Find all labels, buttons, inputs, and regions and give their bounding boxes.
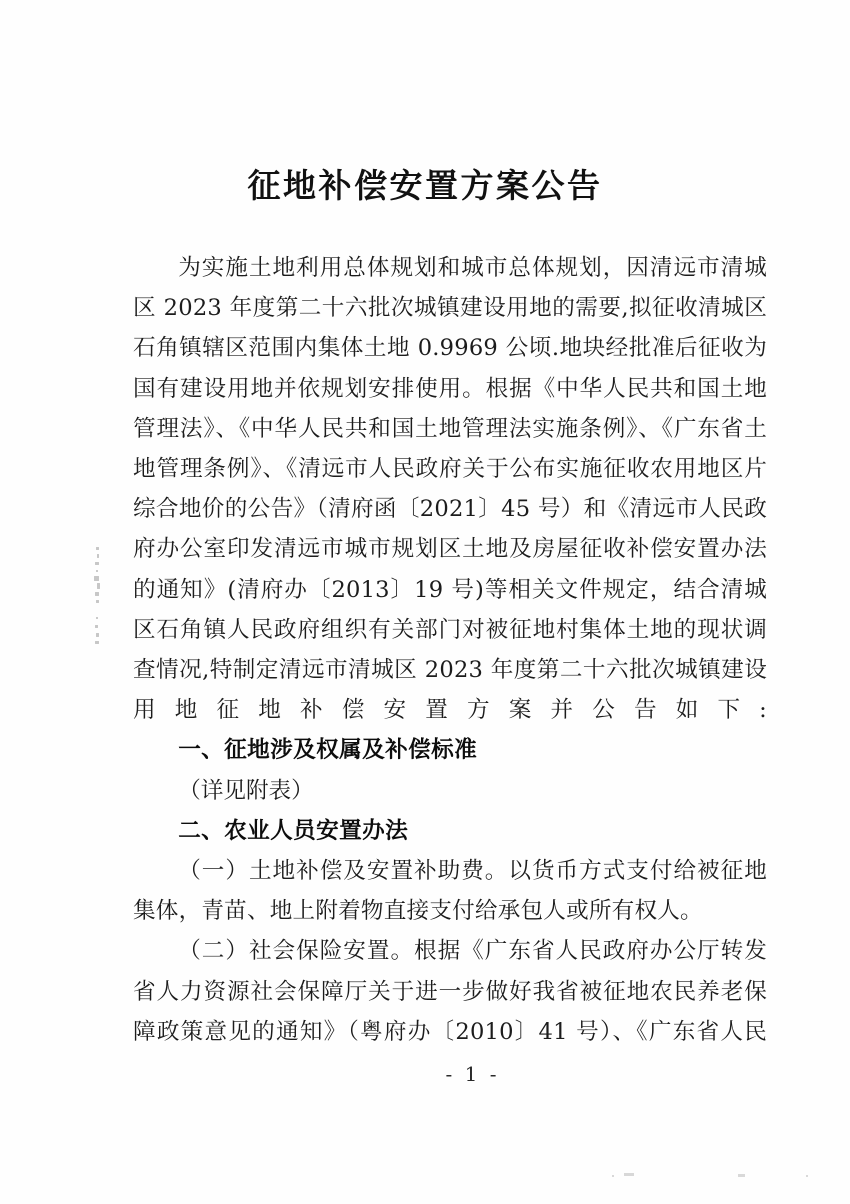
document-body (133, 248, 767, 1052)
scan-binding-marks (92, 545, 104, 645)
section-1-note: （详见附表） (178, 777, 314, 804)
section-heading-2: 二、农业人员安置办法 (178, 817, 409, 844)
section-2-item-1: （一）土地补偿及安置补助费。以货币方式支付给被征地集体，青苗、地上附着物直接支付给承包人或所有权人。 (133, 858, 767, 925)
page-footer (0, 1062, 850, 1086)
scan-speckles (610, 1168, 830, 1182)
paragraph-intro: 为实施土地利用总体规划和城市总体规划，因清远市清城区 2023 年度第二十六批次城镇建设用地的需要,拟征收清城区石角镇辖区范围内集体土地 0.9969 公顷.地块经批准后征收为国有建设用地并依规划安排使用。根据《中华人民共和国土地管理法》、《中华人民共和国土地管理法实施条例》、《广东省土地管理条例》、《清远市人民政府关于公布实施征收农用地区片综合地价的公告》（清府函〔2021〕45 号）和《清远市人民政府办公室印发清远市城市规划区土地及房屋征收补偿安置办法的通知》(清府办〔2013〕19 号)等相关文件规定，结合清城区石角镇人民政府组织有关部门对被征地村集体土地的现状调查情况,特制定清远市清城区 2023 年度第二十六批次城镇建设用地征地补偿安置方案并公告如下: (133, 255, 767, 724)
page-number: - 1 - (445, 1062, 500, 1086)
section-heading-1: 一、征地涉及权属及补偿标准 (178, 737, 478, 764)
section-2-item-2: （二）社会保险安置。根据《广东省人民政府办公厅转发省人力资源社会保障厅关于进一步做好我省被征地农民养老保障政策意见的通知》（粤府办〔2010〕41 号）、《广东省人民 (133, 938, 767, 1045)
page-title: 征地补偿安置方案公告 (247, 166, 603, 205)
